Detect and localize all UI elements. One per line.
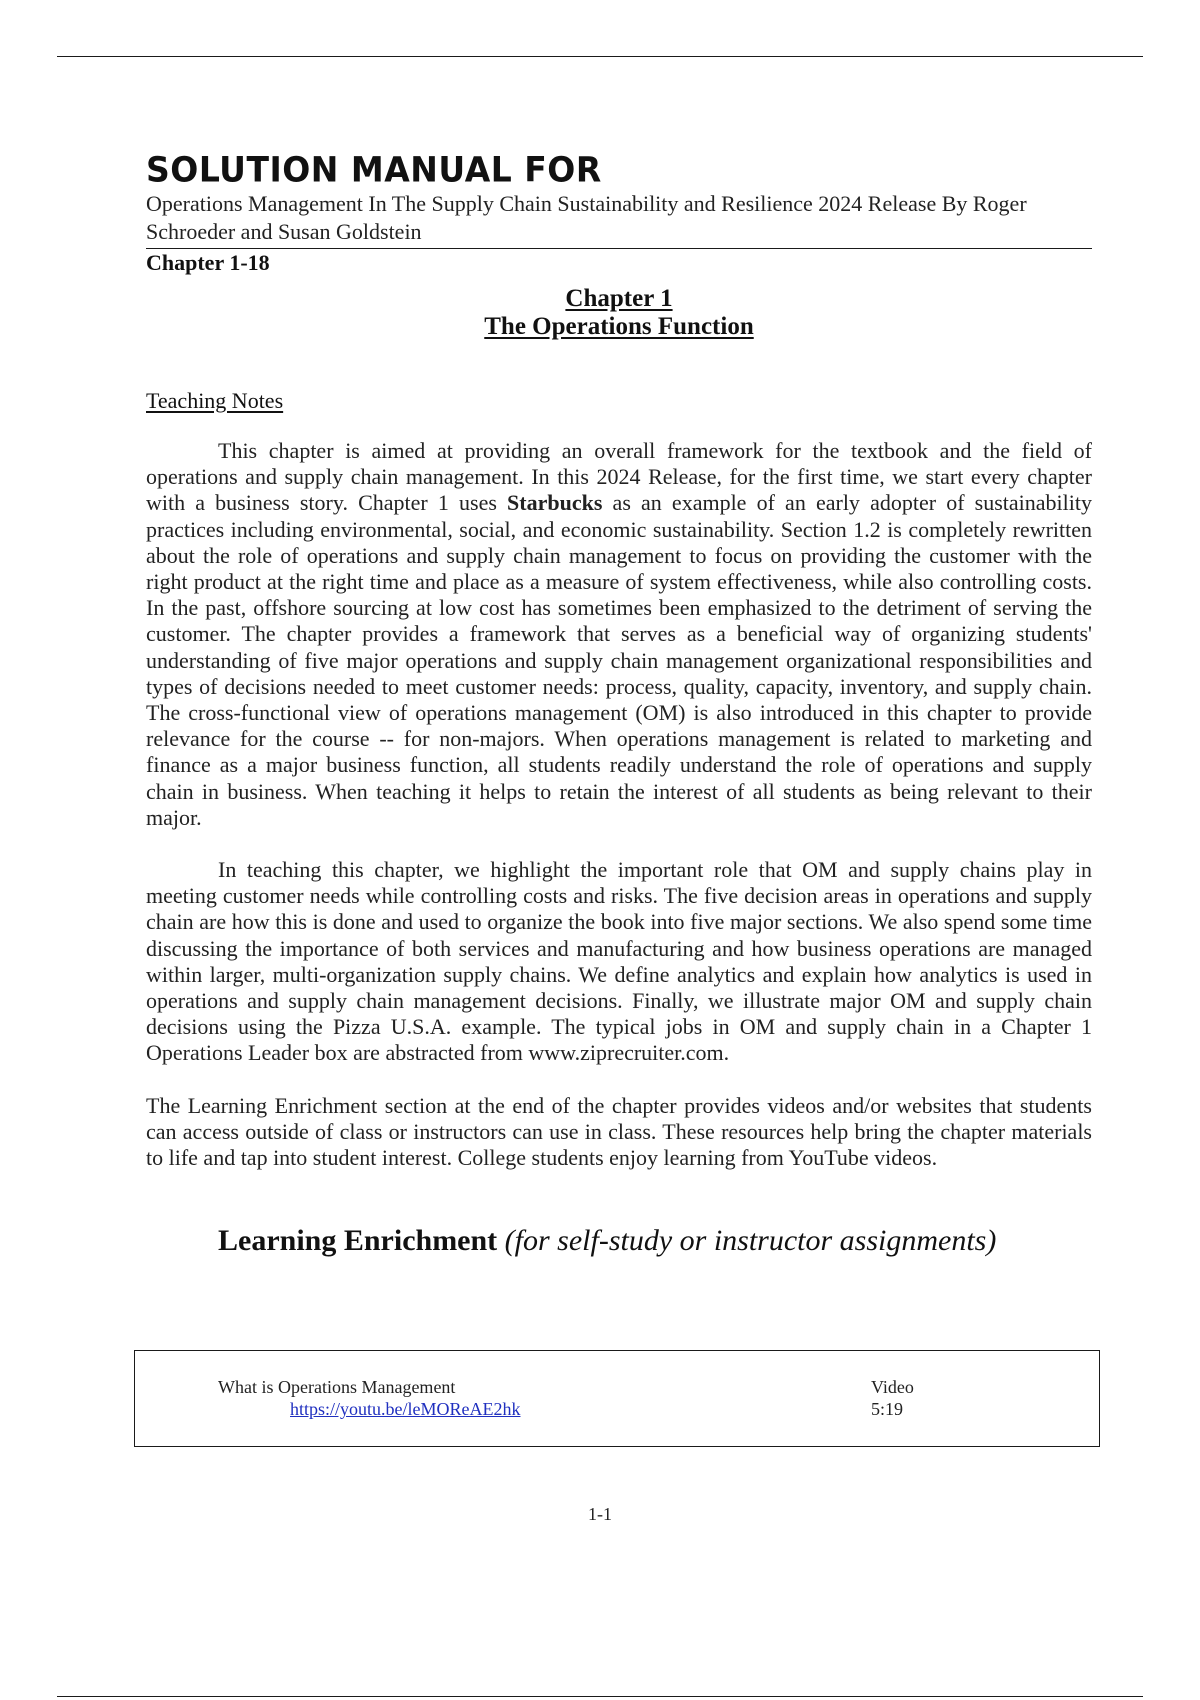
teaching-notes-paragraph-3: The Learning Enrichment section at the end of the chapter provides videos and/or websites that students can access outside of class or instructors can use in class. These resources help bring the chapter materials to life and tap into student interest. College students enjoy learning from YouTube videos. [146,1092,1092,1171]
page-number: 1-1 [588,1504,612,1524]
learning-enrichment-subtitle: (for self-study or instructor assignments) [504,1224,997,1258]
chapter-range: Chapter 1-18 [146,249,270,275]
learning-enrichment-table [134,1350,1100,1447]
paragraph-1-text-end: as an example of an early adopter of sustainability practices including environmental, social, and economic sustainability. Section 1.2 is completely rewritten about the role of operations and supply chain management to focus on providing the customer with the right product at the right time and place as a measure of system effectiveness, while also controlling costs. In the past, offshore sourcing at low cost has sometimes been emphasized to the detriment of serving the customer. The chapter provides a framework that serves as a beneficial way of organizing students' understanding of five major operations and supply chain management organizational responsibilities and types of decisions needed to meet customer needs: process, quality, capacity, inventory, and supply chain. The cross-functional view of operations management (OM) is also introduced in this chapter to provide relevance for the course -- for non-majors. When operations management is related to marketing and finance as a major business function, all students readily understand the role of operations and supply chain in business. When teaching it helps to retain the interest of all students as being relevant to their major. [146,490,1092,830]
document-subtitle: Operations Management In The Supply Chain Sustainability and Resilience 2024 Release By Roger Schroeder and Susan Goldstein [146,190,1092,249]
teaching-notes-label: Teaching Notes [146,387,284,413]
paragraph-1-text-start: This chapter is aimed at providing an overall framework for the textbook and the field of operations and supply chain management. In this 2024 Release, for the first time, we start every chapter with a business story. Chapter 1 uses [146,437,1092,516]
document-title: SOLUTION MANUAL FOR [146,148,602,190]
starbucks-bold: Starbucks [507,490,603,516]
resource-type: Video [871,1377,914,1397]
teaching-notes-paragraph-2: In teaching this chapter, we highlight the important role that OM and supply chains play in meeting customer needs while controlling costs and risks. The five decision areas in operations and supply chain are how this is done and used to organize the book into five major sections. We also spend some time discussing the importance of both services and manufacturing and how business operations are managed within larger, multi-organization supply chains. We define analytics and explain how analytics is used in operations and supply chain management decisions. Finally, we illustrate major OM and supply chain decisions using the Pizza U.S.A. example. The typical jobs in OM and supply chain in a Chapter 1 Operations Leader box are abstracted from www.ziprecruiter.com. [146,856,1092,1066]
learning-enrichment-heading [218,1223,1092,1259]
page-content [146,150,1092,1259]
chapter-heading [146,285,1092,341]
learning-enrichment-title: Learning Enrichment [218,1224,498,1258]
chapter-number: Chapter 1 [565,284,673,312]
resource-title: What is Operations Management [218,1377,456,1397]
teaching-notes-paragraph-1 [146,438,1092,831]
resource-length: 5:19 [871,1399,904,1419]
chapter-title: The Operations Function [484,312,754,340]
resource-video-link[interactable]: https://youtu.be/leMOReAE2hk [290,1399,521,1419]
bottom-rule [57,1696,1143,1697]
top-rule [57,56,1143,57]
